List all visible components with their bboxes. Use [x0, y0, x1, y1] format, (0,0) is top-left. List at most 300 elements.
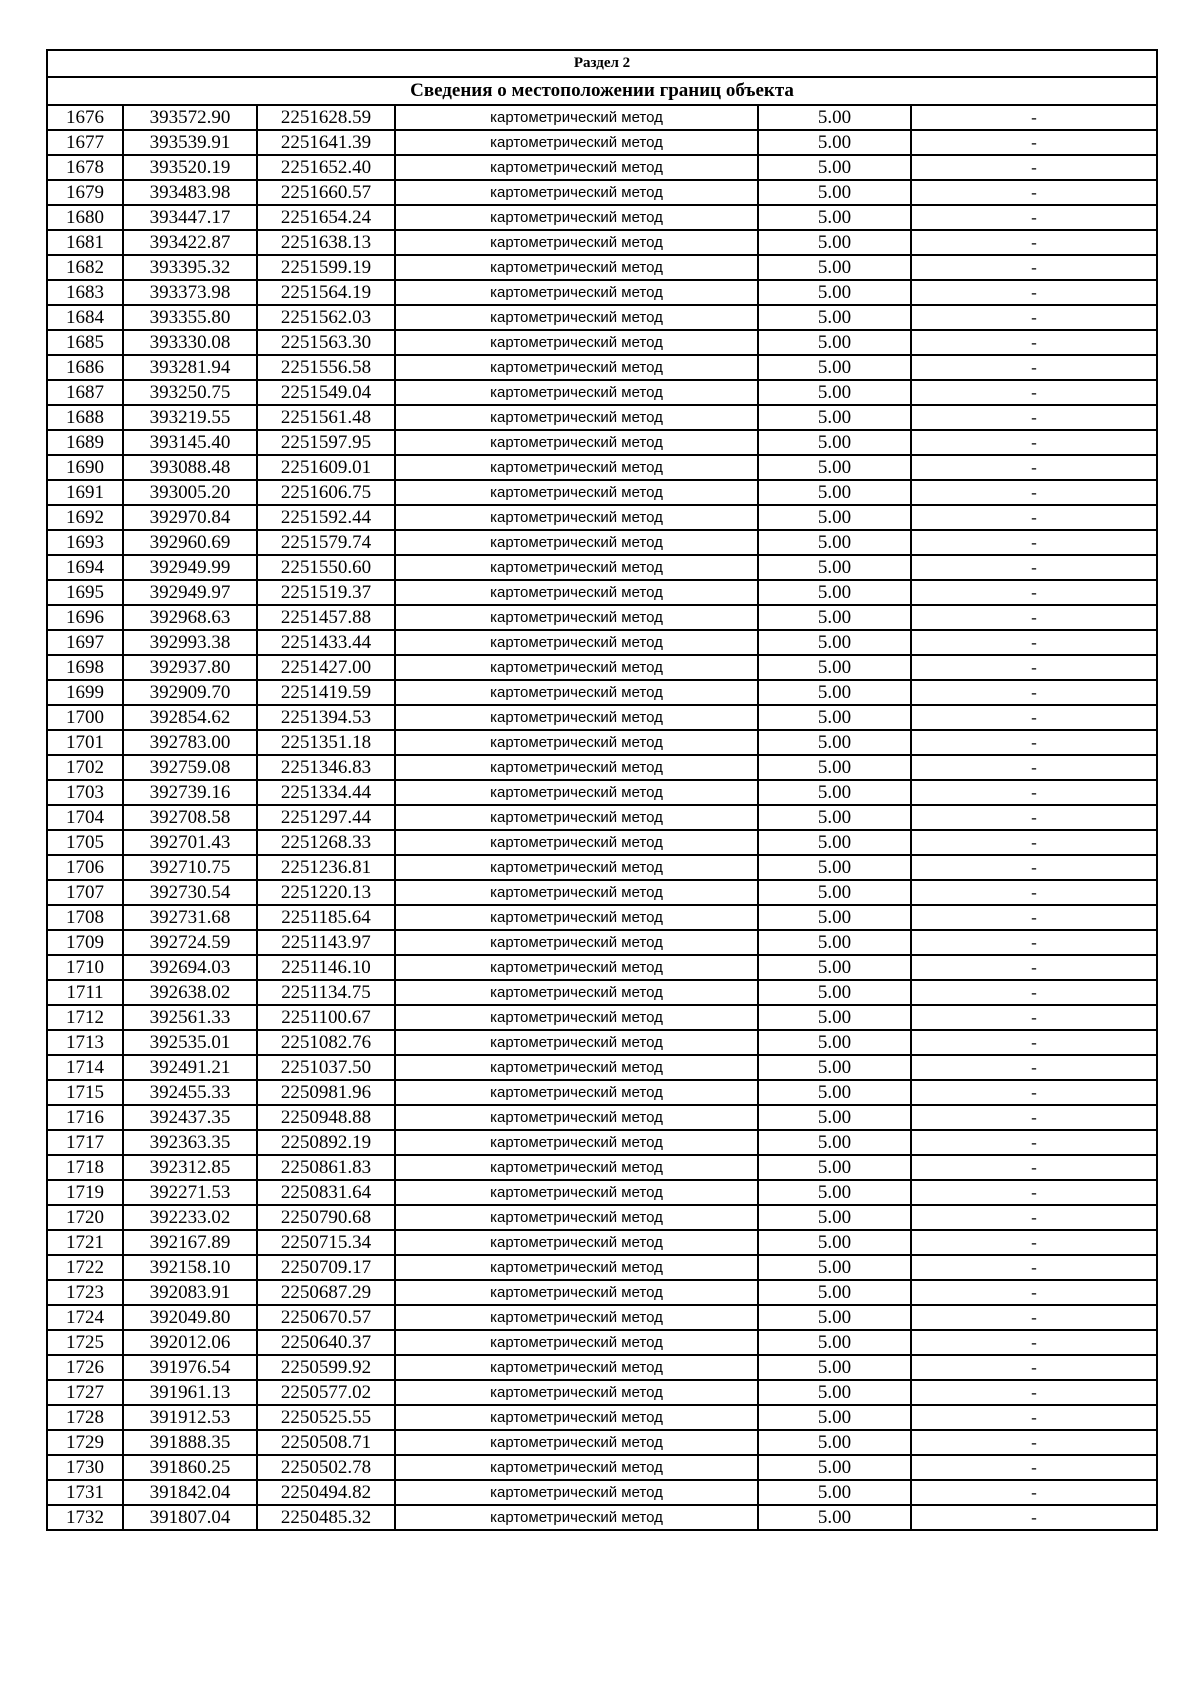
coord-y-cell: 2250861.83	[257, 1155, 395, 1180]
accuracy-cell: 5.00	[758, 755, 911, 780]
determination-method-cell: картометрический метод	[395, 880, 758, 905]
point-number-cell: 1692	[47, 505, 123, 530]
determination-method-cell: картометрический метод	[395, 1255, 758, 1280]
table-row	[47, 205, 1157, 230]
description-cell: -	[911, 680, 1157, 705]
description-cell: -	[911, 1505, 1157, 1530]
coord-y-cell: 2251394.53	[257, 705, 395, 730]
table-row	[47, 1455, 1157, 1480]
coord-x-cell: 392968.63	[123, 605, 257, 630]
determination-method-cell: картометрический метод	[395, 855, 758, 880]
description-cell: -	[911, 805, 1157, 830]
point-number-cell: 1727	[47, 1380, 123, 1405]
determination-method-cell: картометрический метод	[395, 630, 758, 655]
description-cell: -	[911, 530, 1157, 555]
determination-method-cell: картометрический метод	[395, 730, 758, 755]
point-number-cell: 1683	[47, 280, 123, 305]
determination-method-cell: картометрический метод	[395, 405, 758, 430]
description-cell: -	[911, 1180, 1157, 1205]
coord-y-cell: 2251268.33	[257, 830, 395, 855]
point-number-cell: 1701	[47, 730, 123, 755]
table-row	[47, 755, 1157, 780]
coord-x-cell: 392701.43	[123, 830, 257, 855]
point-number-cell: 1730	[47, 1455, 123, 1480]
description-cell: -	[911, 980, 1157, 1005]
accuracy-cell: 5.00	[758, 1030, 911, 1055]
coord-y-cell: 2251652.40	[257, 155, 395, 180]
accuracy-cell: 5.00	[758, 580, 911, 605]
table-row	[47, 780, 1157, 805]
coord-x-cell: 393005.20	[123, 480, 257, 505]
coord-x-cell: 391888.35	[123, 1430, 257, 1455]
point-number-cell: 1706	[47, 855, 123, 880]
coord-x-cell: 392724.59	[123, 930, 257, 955]
point-number-cell: 1714	[47, 1055, 123, 1080]
description-cell: -	[911, 1380, 1157, 1405]
section-label-row	[47, 50, 1157, 77]
table-row	[47, 605, 1157, 630]
coord-x-cell: 392233.02	[123, 1205, 257, 1230]
accuracy-cell: 5.00	[758, 880, 911, 905]
accuracy-cell: 5.00	[758, 1380, 911, 1405]
coord-y-cell: 2251563.30	[257, 330, 395, 355]
point-number-cell: 1725	[47, 1330, 123, 1355]
coord-x-cell: 392437.35	[123, 1105, 257, 1130]
table-row	[47, 1180, 1157, 1205]
point-number-cell: 1722	[47, 1255, 123, 1280]
accuracy-cell: 5.00	[758, 305, 911, 330]
determination-method-cell: картометрический метод	[395, 280, 758, 305]
table-row	[47, 1130, 1157, 1155]
description-cell: -	[911, 1205, 1157, 1230]
determination-method-cell: картометрический метод	[395, 955, 758, 980]
section-label: Раздел 2	[47, 50, 1157, 77]
description-cell: -	[911, 905, 1157, 930]
point-number-cell: 1721	[47, 1230, 123, 1255]
table-row	[47, 880, 1157, 905]
accuracy-cell: 5.00	[758, 330, 911, 355]
coord-y-cell: 2250948.88	[257, 1105, 395, 1130]
description-cell: -	[911, 230, 1157, 255]
coord-x-cell: 392710.75	[123, 855, 257, 880]
description-cell: -	[911, 605, 1157, 630]
coord-x-cell: 393355.80	[123, 305, 257, 330]
table-row	[47, 730, 1157, 755]
accuracy-cell: 5.00	[758, 1105, 911, 1130]
accuracy-cell: 5.00	[758, 1430, 911, 1455]
coord-y-cell: 2251334.44	[257, 780, 395, 805]
accuracy-cell: 5.00	[758, 1405, 911, 1430]
description-cell: -	[911, 1280, 1157, 1305]
coord-y-cell: 2250831.64	[257, 1180, 395, 1205]
description-cell: -	[911, 730, 1157, 755]
description-cell: -	[911, 1355, 1157, 1380]
table-row	[47, 130, 1157, 155]
description-cell: -	[911, 830, 1157, 855]
description-cell: -	[911, 1305, 1157, 1330]
point-number-cell: 1718	[47, 1155, 123, 1180]
determination-method-cell: картометрический метод	[395, 180, 758, 205]
determination-method-cell: картометрический метод	[395, 480, 758, 505]
accuracy-cell: 5.00	[758, 355, 911, 380]
determination-method-cell: картометрический метод	[395, 1480, 758, 1505]
description-cell: -	[911, 880, 1157, 905]
coord-x-cell: 392854.62	[123, 705, 257, 730]
table-row	[47, 705, 1157, 730]
coord-x-cell: 392049.80	[123, 1305, 257, 1330]
accuracy-cell: 5.00	[758, 1305, 911, 1330]
accuracy-cell: 5.00	[758, 1180, 911, 1205]
accuracy-cell: 5.00	[758, 230, 911, 255]
coord-x-cell: 393483.98	[123, 180, 257, 205]
determination-method-cell: картометрический метод	[395, 780, 758, 805]
point-number-cell: 1711	[47, 980, 123, 1005]
determination-method-cell: картометрический метод	[395, 455, 758, 480]
point-number-cell: 1707	[47, 880, 123, 905]
accuracy-cell: 5.00	[758, 1505, 911, 1530]
point-number-cell: 1690	[47, 455, 123, 480]
point-number-cell: 1728	[47, 1405, 123, 1430]
point-number-cell: 1720	[47, 1205, 123, 1230]
description-cell: -	[911, 130, 1157, 155]
determination-method-cell: картометрический метод	[395, 1405, 758, 1430]
coord-y-cell: 2251433.44	[257, 630, 395, 655]
determination-method-cell: картометрический метод	[395, 1030, 758, 1055]
coord-x-cell: 392363.35	[123, 1130, 257, 1155]
accuracy-cell: 5.00	[758, 830, 911, 855]
point-number-cell: 1710	[47, 955, 123, 980]
point-number-cell: 1679	[47, 180, 123, 205]
determination-method-cell: картометрический метод	[395, 380, 758, 405]
description-cell: -	[911, 280, 1157, 305]
table-row	[47, 430, 1157, 455]
point-number-cell: 1681	[47, 230, 123, 255]
description-cell: -	[911, 205, 1157, 230]
table-row	[47, 1005, 1157, 1030]
determination-method-cell: картометрический метод	[395, 530, 758, 555]
table-row	[47, 380, 1157, 405]
table-row	[47, 555, 1157, 580]
table-row	[47, 855, 1157, 880]
accuracy-cell: 5.00	[758, 205, 911, 230]
coord-y-cell: 2250485.32	[257, 1505, 395, 1530]
table-row	[47, 330, 1157, 355]
accuracy-cell: 5.00	[758, 980, 911, 1005]
description-cell: -	[911, 430, 1157, 455]
accuracy-cell: 5.00	[758, 405, 911, 430]
coord-y-cell: 2250670.57	[257, 1305, 395, 1330]
accuracy-cell: 5.00	[758, 455, 911, 480]
table-row	[47, 630, 1157, 655]
point-number-cell: 1695	[47, 580, 123, 605]
determination-method-cell: картометрический метод	[395, 1455, 758, 1480]
coord-y-cell: 2250981.96	[257, 1080, 395, 1105]
description-cell: -	[911, 105, 1157, 130]
point-number-cell: 1732	[47, 1505, 123, 1530]
coord-y-cell: 2250715.34	[257, 1230, 395, 1255]
description-cell: -	[911, 405, 1157, 430]
coord-y-cell: 2251550.60	[257, 555, 395, 580]
accuracy-cell: 5.00	[758, 655, 911, 680]
coord-x-cell: 392949.99	[123, 555, 257, 580]
point-number-cell: 1694	[47, 555, 123, 580]
coord-x-cell: 393395.32	[123, 255, 257, 280]
coord-y-cell: 2251037.50	[257, 1055, 395, 1080]
table-row	[47, 280, 1157, 305]
accuracy-cell: 5.00	[758, 855, 911, 880]
coord-y-cell: 2251599.19	[257, 255, 395, 280]
accuracy-cell: 5.00	[758, 1080, 911, 1105]
determination-method-cell: картометрический метод	[395, 930, 758, 955]
coord-y-cell: 2251220.13	[257, 880, 395, 905]
coord-x-cell: 391912.53	[123, 1405, 257, 1430]
table-row	[47, 230, 1157, 255]
coord-x-cell: 393330.08	[123, 330, 257, 355]
table-row	[47, 105, 1157, 130]
determination-method-cell: картометрический метод	[395, 430, 758, 455]
table-row	[47, 1280, 1157, 1305]
coord-x-cell: 392708.58	[123, 805, 257, 830]
description-cell: -	[911, 1030, 1157, 1055]
point-number-cell: 1704	[47, 805, 123, 830]
description-cell: -	[911, 1005, 1157, 1030]
point-number-cell: 1724	[47, 1305, 123, 1330]
table-row	[47, 1355, 1157, 1380]
coord-y-cell: 2251654.24	[257, 205, 395, 230]
coord-x-cell: 393145.40	[123, 430, 257, 455]
point-number-cell: 1700	[47, 705, 123, 730]
coord-y-cell: 2251185.64	[257, 905, 395, 930]
determination-method-cell: картометрический метод	[395, 655, 758, 680]
point-number-cell: 1712	[47, 1005, 123, 1030]
coord-x-cell: 392783.00	[123, 730, 257, 755]
point-number-cell: 1698	[47, 655, 123, 680]
description-cell: -	[911, 1230, 1157, 1255]
point-number-cell: 1709	[47, 930, 123, 955]
coord-y-cell: 2251638.13	[257, 230, 395, 255]
coord-x-cell: 392739.16	[123, 780, 257, 805]
accuracy-cell: 5.00	[758, 1480, 911, 1505]
determination-method-cell: картометрический метод	[395, 1205, 758, 1230]
coord-x-cell: 392970.84	[123, 505, 257, 530]
description-cell: -	[911, 380, 1157, 405]
table-row	[47, 1030, 1157, 1055]
coord-y-cell: 2251660.57	[257, 180, 395, 205]
description-cell: -	[911, 1080, 1157, 1105]
coord-x-cell: 392638.02	[123, 980, 257, 1005]
description-cell: -	[911, 505, 1157, 530]
accuracy-cell: 5.00	[758, 905, 911, 930]
table-row	[47, 255, 1157, 280]
table-row	[47, 355, 1157, 380]
coord-y-cell: 2251561.48	[257, 405, 395, 430]
table-row	[47, 1230, 1157, 1255]
accuracy-cell: 5.00	[758, 555, 911, 580]
coord-y-cell: 2251146.10	[257, 955, 395, 980]
description-cell: -	[911, 705, 1157, 730]
description-cell: -	[911, 1155, 1157, 1180]
coord-y-cell: 2251556.58	[257, 355, 395, 380]
description-cell: -	[911, 1130, 1157, 1155]
determination-method-cell: картометрический метод	[395, 1055, 758, 1080]
description-cell: -	[911, 655, 1157, 680]
coord-x-cell: 393520.19	[123, 155, 257, 180]
table-row	[47, 830, 1157, 855]
coord-y-cell: 2251606.75	[257, 480, 395, 505]
determination-method-cell: картометрический метод	[395, 755, 758, 780]
point-number-cell: 1682	[47, 255, 123, 280]
description-cell: -	[911, 330, 1157, 355]
determination-method-cell: картометрический метод	[395, 1305, 758, 1330]
description-cell: -	[911, 480, 1157, 505]
determination-method-cell: картометрический метод	[395, 130, 758, 155]
point-number-cell: 1726	[47, 1355, 123, 1380]
accuracy-cell: 5.00	[758, 680, 911, 705]
description-cell: -	[911, 180, 1157, 205]
accuracy-cell: 5.00	[758, 1330, 911, 1355]
point-number-cell: 1691	[47, 480, 123, 505]
coord-x-cell: 393373.98	[123, 280, 257, 305]
description-cell: -	[911, 1405, 1157, 1430]
table-row	[47, 680, 1157, 705]
coord-x-cell: 392960.69	[123, 530, 257, 555]
coord-y-cell: 2250502.78	[257, 1455, 395, 1480]
table-row	[47, 1055, 1157, 1080]
coord-x-cell: 393250.75	[123, 380, 257, 405]
accuracy-cell: 5.00	[758, 180, 911, 205]
table-row	[47, 955, 1157, 980]
coord-x-cell: 391842.04	[123, 1480, 257, 1505]
point-number-cell: 1703	[47, 780, 123, 805]
table-row	[47, 1330, 1157, 1355]
determination-method-cell: картометрический метод	[395, 355, 758, 380]
description-cell: -	[911, 1055, 1157, 1080]
point-number-cell: 1687	[47, 380, 123, 405]
table-row	[47, 455, 1157, 480]
table-row	[47, 1430, 1157, 1455]
table-row	[47, 505, 1157, 530]
coord-y-cell: 2251351.18	[257, 730, 395, 755]
determination-method-cell: картометрический метод	[395, 1430, 758, 1455]
accuracy-cell: 5.00	[758, 1230, 911, 1255]
coord-y-cell: 2251579.74	[257, 530, 395, 555]
description-cell: -	[911, 630, 1157, 655]
coord-y-cell: 2250640.37	[257, 1330, 395, 1355]
coord-y-cell: 2250525.55	[257, 1405, 395, 1430]
coord-y-cell: 2251143.97	[257, 930, 395, 955]
determination-method-cell: картометрический метод	[395, 1130, 758, 1155]
table-row	[47, 155, 1157, 180]
coord-x-cell: 393447.17	[123, 205, 257, 230]
table-row	[47, 1155, 1157, 1180]
determination-method-cell: картометрический метод	[395, 505, 758, 530]
table-row	[47, 305, 1157, 330]
point-number-cell: 1676	[47, 105, 123, 130]
table-row	[47, 405, 1157, 430]
determination-method-cell: картометрический метод	[395, 905, 758, 930]
point-number-cell: 1715	[47, 1080, 123, 1105]
coord-y-cell: 2250494.82	[257, 1480, 395, 1505]
accuracy-cell: 5.00	[758, 730, 911, 755]
description-cell: -	[911, 155, 1157, 180]
accuracy-cell: 5.00	[758, 480, 911, 505]
table-row	[47, 580, 1157, 605]
coord-y-cell: 2250508.71	[257, 1430, 395, 1455]
point-number-cell: 1686	[47, 355, 123, 380]
description-cell: -	[911, 780, 1157, 805]
determination-method-cell: картометрический метод	[395, 680, 758, 705]
coord-x-cell: 391976.54	[123, 1355, 257, 1380]
accuracy-cell: 5.00	[758, 130, 911, 155]
determination-method-cell: картометрический метод	[395, 1330, 758, 1355]
coord-x-cell: 392949.97	[123, 580, 257, 605]
accuracy-cell: 5.00	[758, 530, 911, 555]
coord-y-cell: 2250892.19	[257, 1130, 395, 1155]
accuracy-cell: 5.00	[758, 255, 911, 280]
point-number-cell: 1678	[47, 155, 123, 180]
coord-y-cell: 2250790.68	[257, 1205, 395, 1230]
coord-y-cell: 2251641.39	[257, 130, 395, 155]
description-cell: -	[911, 455, 1157, 480]
accuracy-cell: 5.00	[758, 105, 911, 130]
coord-x-cell: 392083.91	[123, 1280, 257, 1305]
coord-y-cell: 2251562.03	[257, 305, 395, 330]
coord-x-cell: 393422.87	[123, 230, 257, 255]
coord-x-cell: 392731.68	[123, 905, 257, 930]
determination-method-cell: картометрический метод	[395, 1180, 758, 1205]
coord-x-cell: 391807.04	[123, 1505, 257, 1530]
accuracy-cell: 5.00	[758, 1280, 911, 1305]
table-row	[47, 530, 1157, 555]
determination-method-cell: картометрический метод	[395, 580, 758, 605]
determination-method-cell: картометрический метод	[395, 1105, 758, 1130]
coord-x-cell: 392271.53	[123, 1180, 257, 1205]
table-row	[47, 905, 1157, 930]
coord-x-cell: 392167.89	[123, 1230, 257, 1255]
description-cell: -	[911, 555, 1157, 580]
coord-x-cell: 392694.03	[123, 955, 257, 980]
accuracy-cell: 5.00	[758, 1255, 911, 1280]
coord-x-cell: 392561.33	[123, 1005, 257, 1030]
coord-y-cell: 2251134.75	[257, 980, 395, 1005]
determination-method-cell: картометрический метод	[395, 105, 758, 130]
boundary-table	[46, 49, 1158, 1531]
determination-method-cell: картометрический метод	[395, 255, 758, 280]
accuracy-cell: 5.00	[758, 780, 911, 805]
description-cell: -	[911, 1430, 1157, 1455]
coord-x-cell: 392312.85	[123, 1155, 257, 1180]
table-row	[47, 1480, 1157, 1505]
accuracy-cell: 5.00	[758, 955, 911, 980]
coord-x-cell: 392491.21	[123, 1055, 257, 1080]
point-number-cell: 1699	[47, 680, 123, 705]
coord-x-cell: 393219.55	[123, 405, 257, 430]
coord-x-cell: 391961.13	[123, 1380, 257, 1405]
coord-y-cell: 2251100.67	[257, 1005, 395, 1030]
coord-x-cell: 392937.80	[123, 655, 257, 680]
point-number-cell: 1677	[47, 130, 123, 155]
coord-x-cell: 393572.90	[123, 105, 257, 130]
table-row	[47, 480, 1157, 505]
coord-y-cell: 2251236.81	[257, 855, 395, 880]
point-number-cell: 1697	[47, 630, 123, 655]
table-row	[47, 1105, 1157, 1130]
determination-method-cell: картометрический метод	[395, 1505, 758, 1530]
accuracy-cell: 5.00	[758, 505, 911, 530]
determination-method-cell: картометрический метод	[395, 555, 758, 580]
description-cell: -	[911, 1455, 1157, 1480]
description-cell: -	[911, 930, 1157, 955]
